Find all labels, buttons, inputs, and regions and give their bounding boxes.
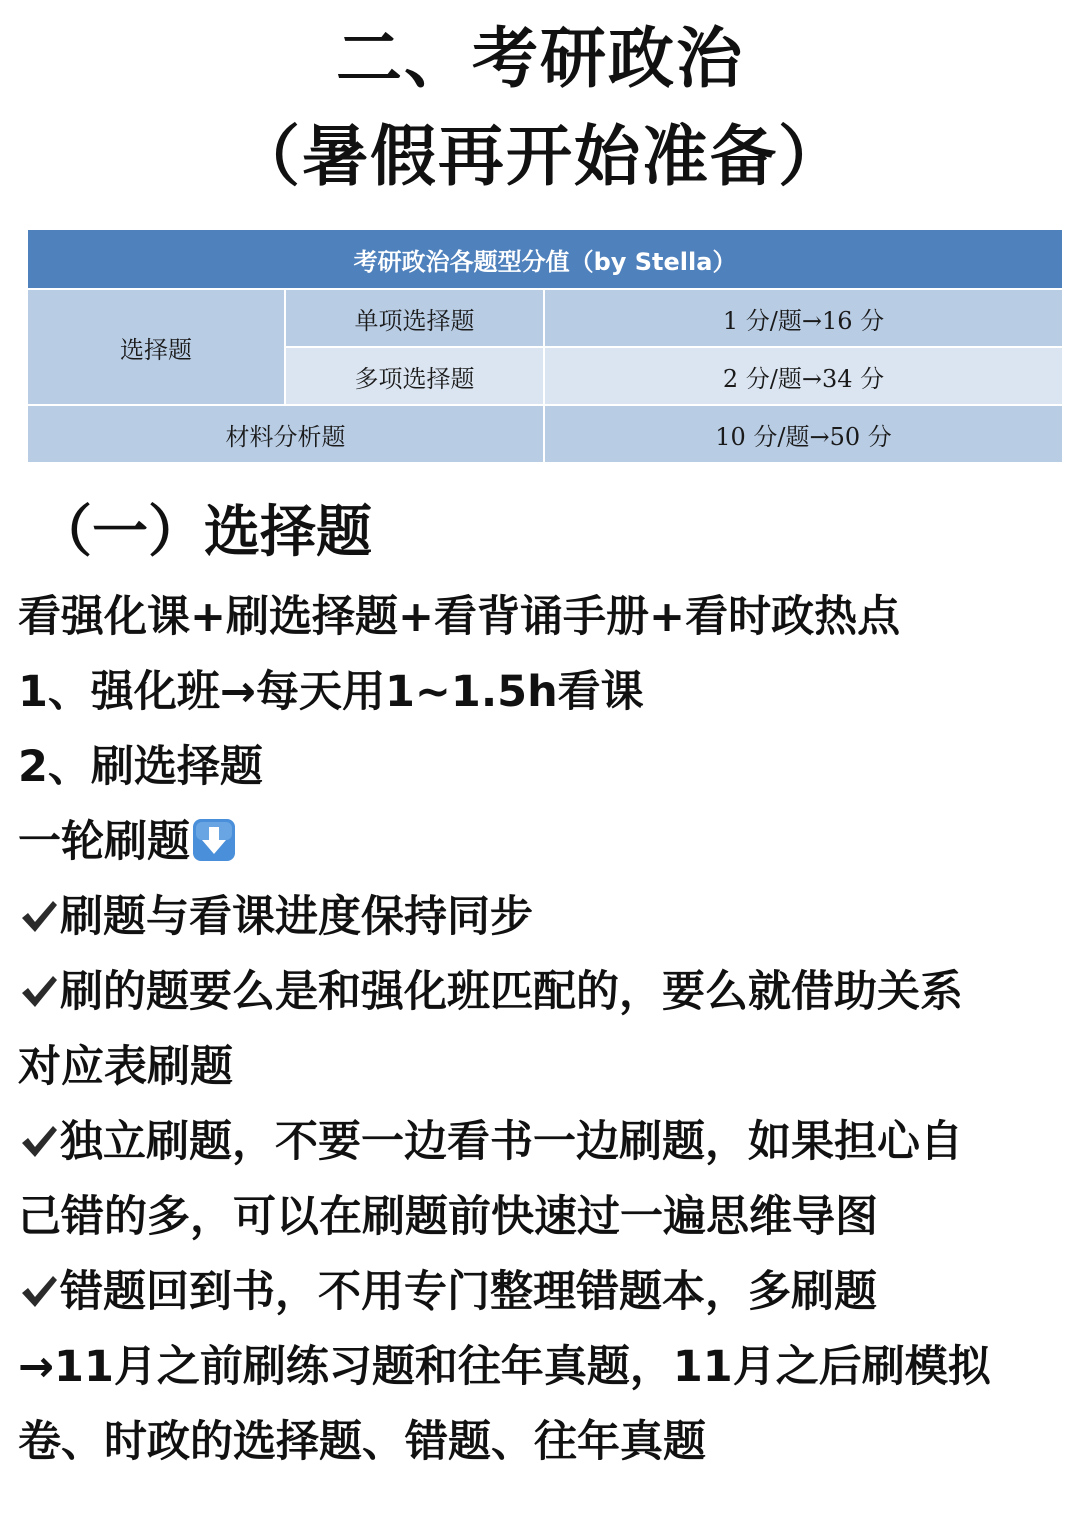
text-line [18,1030,1068,1105]
line-text: 1、强化班→每天用1~1.5h看课 [18,667,644,717]
check-mark-icon [18,1105,60,1180]
list-item [18,1105,1068,1180]
line-text: 一轮刷题 [18,817,190,867]
list-item [18,880,1068,955]
table-cell-score: 1 分/题→16 分 [544,289,1063,347]
list-item [18,1255,1068,1330]
check-mark-icon [18,1255,60,1330]
table-cell-type: 单项选择题 [285,289,544,347]
body-text [18,580,1068,1480]
line-text: 2、刷选择题 [18,742,263,792]
table-cell-type: 多项选择题 [285,347,544,405]
line-text: 卷、时政的选择题、错题、往年真题 [18,1417,706,1467]
table-cell-score: 10 分/题→50 分 [544,405,1063,463]
table-cell-score: 2 分/题→34 分 [544,347,1063,405]
section-title: （一）选择题 [36,500,372,565]
line-text: 己错的多，可以在刷题前快速过一遍思维导图 [18,1192,878,1242]
text-line [18,1330,1068,1405]
score-table [26,228,1064,464]
check-mark-icon [18,880,60,955]
table-cell-category: 材料分析题 [27,405,544,463]
table-header-row [27,229,1063,289]
text-line [18,655,1068,730]
list-item [18,955,1068,1030]
page-title-line-2: （暑假再开始准备） [234,118,846,195]
down-arrow-button-icon [192,818,236,862]
text-line [18,1180,1068,1255]
line-text: 刷题与看课进度保持同步 [60,892,533,942]
line-text: 错题回到书，不用专门整理错题本，多刷题 [60,1267,877,1317]
table-row [27,289,1063,347]
line-text: 刷的题要么是和强化班匹配的，要么就借助关系 [60,967,963,1017]
text-line [18,805,1068,880]
text-line [18,730,1068,805]
line-text: 对应表刷题 [18,1042,233,1092]
table-header: 考研政治各题型分值（by Stella） [27,229,1063,289]
text-line [18,580,1068,655]
check-mark-icon [18,955,60,1030]
table-cell-category: 选择题 [27,289,285,405]
page-title-line-1: 二、考研政治 [336,20,744,97]
line-text: 看强化课+刷选择题+看背诵手册+看时政热点 [18,592,901,642]
table-row [27,405,1063,463]
line-text: →11月之前刷练习题和往年真题，11月之后刷模拟 [18,1342,991,1392]
text-line [18,1405,1068,1480]
line-text: 独立刷题，不要一边看书一边刷题，如果担心自 [60,1117,963,1167]
